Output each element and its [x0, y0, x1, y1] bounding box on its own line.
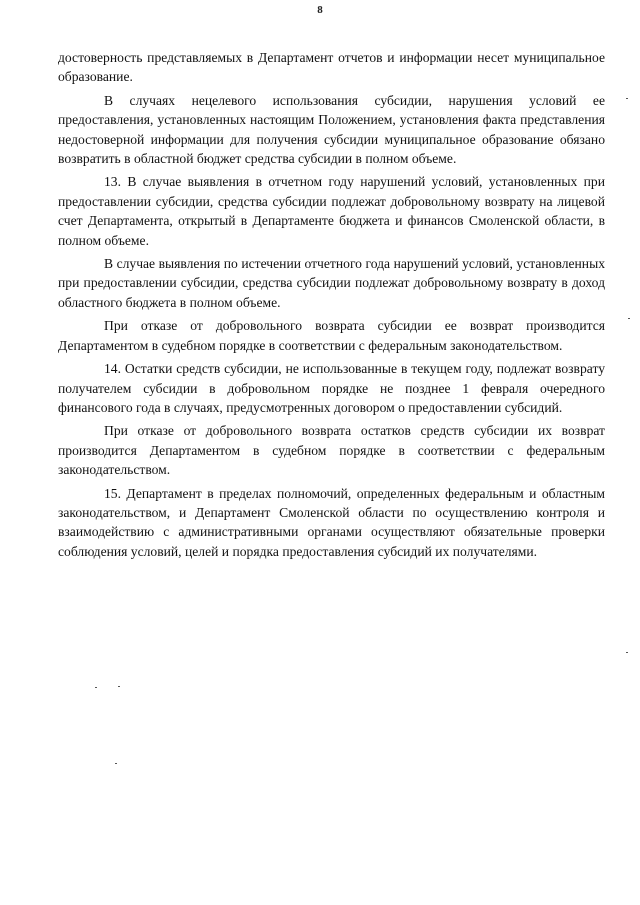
scan-speck — [628, 318, 630, 319]
scan-speck — [626, 98, 628, 99]
scan-speck — [626, 652, 628, 653]
paragraph-15: 15. Департамент в пределах полномочий, определенных федеральным и областным законодательством, и Департамент Смоленской области по осуществлению контроля и взаимодействию с административными органами осуществляют обязательные проверки соблюдения условий, целей и порядка предоставления субсидий их получателями. — [58, 485, 605, 559]
paragraph-14: 14. Остатки средств субсидии, не использованные в текущем году, подлежат возврату получателем субсидии в добровольном порядке не позднее 1 февраля очередного финансового года в случаях, предусмотренных договором о предоставлении субсидий. — [58, 361, 605, 415]
page-number: 8 — [317, 4, 323, 16]
paragraph-misuse-refund: В случаях нецелевого использования субсидии, нарушения условий ее предоставления, установленных настоящим Положением, установления факта представления недостоверной информации для получения субсидии муниципальное образование обязано возвратить в областной бюджет средства субсидии в полном объеме. — [58, 92, 605, 167]
paragraph-13: 13. В случае выявления в отчетном году нарушений условий, установленных при предоставлении субсидии, средства субсидии подлежат добровольному возврату на лицевой счет Департамента, открытый в Департаменте бюджета и финансов Смоленской области, в полном объеме. — [58, 174, 605, 248]
paragraph-remainder-refusal: При отказе от добровольного возврата остатков средств субсидии их возврат производится Департаментом в судебном порядке в соответствии с федеральным законодательством. — [58, 423, 605, 478]
scan-speck — [95, 687, 97, 688]
scan-speck — [118, 686, 120, 687]
paragraph-continuation: достоверность представляемых в Департамент отчетов и информации несет муниципальное образование. — [58, 50, 605, 85]
paragraph-refusal-court: При отказе от добровольного возврата субсидии ее возврат производится Департаментом в судебном порядке в соответствии с федеральным законодательством. — [58, 318, 605, 353]
paragraph-after-year-violations: В случае выявления по истечении отчетного года нарушений условий, установленных при предоставлении субсидии, средства субсидии подлежат добровольному возврату в доход областного бюджета в полном объеме. — [58, 256, 605, 310]
document-body — [58, 48, 605, 561]
scan-speck — [115, 763, 117, 764]
